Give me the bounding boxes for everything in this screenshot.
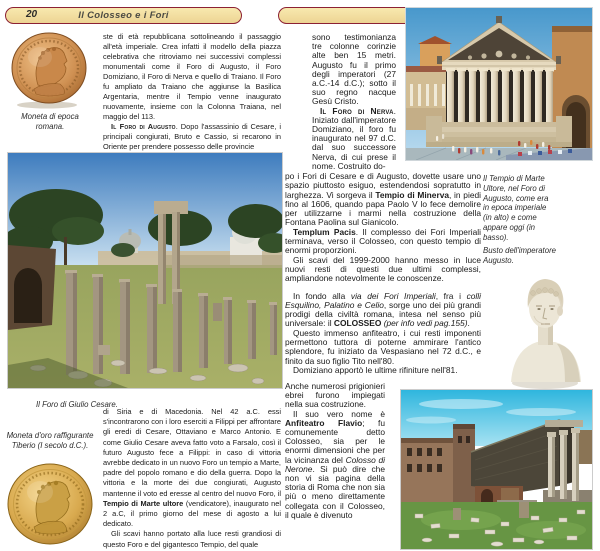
paragraph: di Siria e di Macedonia. Nel 42 a.C. essi s'incontrarono con i loro eserciti a Filippi per affrontare gli eredi di Cesare, Ottaviano e Marco Antonio. E come Giulio Cesare aveva fatto voto a Farsalo, così il futuro Augusto fece a Filippi: in caso di vittoria avrebbe dedicato in un nuovo Foro un tempio a Marte, padre del popolo romano e dio della guerra. Dopo la vittoria e la morte dei due congiurati, Augusto mantenne il voto ed eresse al centro del nuovo Foro, il Tempio di Marte ultore (vendicatore), inaugurato nel 2 a.C, il primo giorno del mese di agosto a lui dedicato. xyxy=(103,407,281,529)
coin-bottom-caption: Moneta d'oro raffigurante Tiberio (I secolo d.C.). xyxy=(6,431,94,450)
bust-caption: Busto dell'imperatore Augusto. xyxy=(483,246,556,265)
gold-coin-tiberius-photo xyxy=(6,462,95,550)
roman-coin-photo xyxy=(10,31,88,109)
paragraph: Gli scavi del 1999-2000 hanno messo in luce nuovi resti di questi due ultimi complessi, ampliandone notevolmente le conoscenze. xyxy=(285,254,481,284)
paragraph: Anche numerosi prigionieri ebrei furono impiegati nella sua costruzione. xyxy=(285,381,385,410)
paragraph: Il Foro di Augusto. Dopo l'assassinio di Cesare, i principali congiurati, Bruto e Cassio, si recarono in Oriente per prendere possesso delle provincie xyxy=(103,122,281,151)
paragraph: ste di età repubblicana sottolineando il passaggio all'età imperiale. Crea infatti il modello della piazza celebrativa che ritroviamo nei successivi complessi monumentali come il Foro di Augusto, il Foro Domiziano, il Foro di Nerva e quello di Traiano. Il Foro fu ampliato da Traiano che aggiunse la Basilica Argentaria, mentre il Tempio venne inaugurato nuovamente, insieme con la Colonna Traiana, nel maggio del 113. xyxy=(103,32,281,121)
coin-top-caption: Moneta di epoca romana. xyxy=(21,112,79,131)
article-column-left-top xyxy=(103,32,281,152)
temple-mars-ultor-illustration xyxy=(406,8,592,160)
paragraph: In fondo alla via dei Fori Imperiali, fra i colli Esquilino, Palatino e Celio, sorge uno dei più grandi prodigi della civiltà romana, intesa nel senso più universale: il COLOSSEO (per info vedi pag.155). xyxy=(285,290,481,329)
paragraph: Gli scavi hanno portato alla luce resti grandiosi di questo Foro e del gigantesco Tempio, del quale xyxy=(103,529,281,549)
article-column-middle-top xyxy=(312,33,396,171)
augustus-bust-photo xyxy=(498,266,595,392)
paragraph: Domiziano apportò le ultime rifiniture nell'81. xyxy=(293,364,458,375)
forum-of-caesar-photo xyxy=(8,153,282,388)
paragraph: po i Fori di Cesare e di Augusto, dovette usare uno spazio piuttosto esiguo, estendendosi sopratutto in larghezza. Vi sorgeva il Tempio di Minerva, in piedi fino al 1606, quando papa Paolo V lo fece demolire per utilizzarne i marmi nella costruzione della Fontana Paolina sul Gianicolo. xyxy=(285,171,481,228)
page-number: 20 xyxy=(26,9,38,20)
forum-augustus-ruins-photo xyxy=(401,390,592,549)
article-column-left-bottom xyxy=(103,407,281,550)
paragraph: sono testimonianza tre colonne corinzie alte ben 15 metri. Augusto fu il primo degli imperatori (27 a.C.-14 d.C.); sotto il suo regno nacque Gesù Cristo. xyxy=(312,32,396,107)
paragraph: Il Foro di Nerva. Iniziato dall'imperatore Domiziano, il foro fu inaugurato nel 97 d.C. dal suo successore Nerva, di cui prese il nome. Costruito do- xyxy=(312,105,396,171)
paragraph: Templum Pacis. Il complesso dei Fori Imperiali terminava, verso il Colosseo, con questo tempio di enormi proporzioni. xyxy=(285,226,481,256)
paragraph: Questo immenso anfiteatro, i cui resti imponenti permettono tuttora di poterne ammirare l'antico splendore, fu iniziato da Vespasiano nel 72 d.C., e finito da suo figlio Tito nell'80. xyxy=(285,327,481,366)
temple-caption: Il Tempio di Marte Ultore, nel Foro di Augusto, come era in epoca imperiale (in alto) e come appare oggi (in basso). xyxy=(483,174,549,242)
paragraph: Il suo vero nome è Anfiteatro Flavio; fu comunemente detto Colosseo, sia per le enormi dimensioni che per la vicinanza del Colosso di Nerone. Si può dire che non vi sia pagina della storia di Roma che non sia più o meno direttamente collegata con il Colosseo, il quale è divenuto xyxy=(285,408,386,520)
article-column-middle-bottom xyxy=(285,382,385,520)
page-title: Il Colosseo e i Fori xyxy=(78,9,169,21)
header-band-left xyxy=(5,7,242,24)
article-column-middle-wide xyxy=(285,172,481,375)
forum-photo-caption: Il Foro di Giulio Cesare. xyxy=(36,400,118,409)
